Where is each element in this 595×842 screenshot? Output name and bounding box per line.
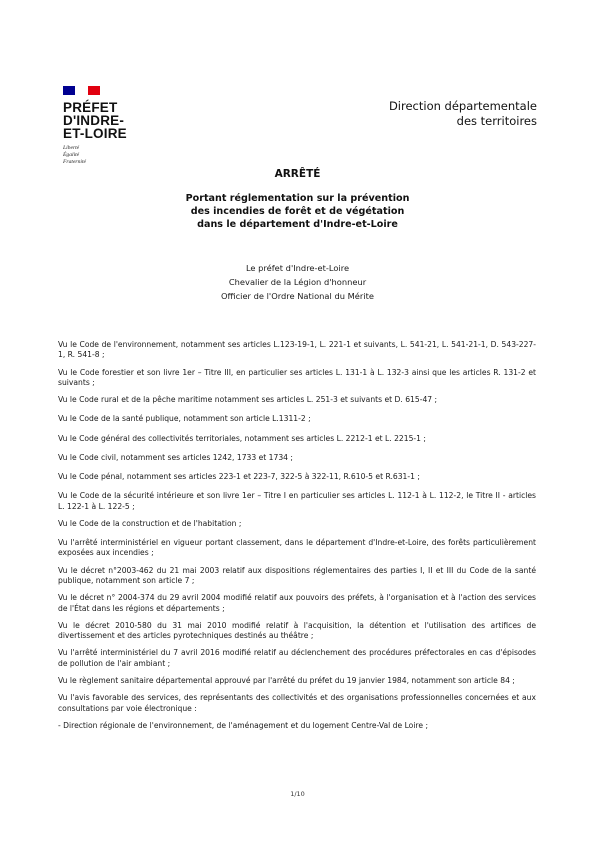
visa-paragraph bbox=[58, 721, 536, 731]
document-title: ARRÊTÉ bbox=[274, 168, 321, 180]
visa-paragraph bbox=[58, 453, 536, 463]
visa-text: Vu le Code de la construction et de l'habitation ; bbox=[58, 518, 242, 528]
subtitle-line: Portant réglementation sur la prévention bbox=[185, 193, 410, 204]
visa-paragraph: Vu le règlement sanitaire départemental approuvé par l'arrêté du préfet du 19 janvier 1984, notamment son article 84 ; bbox=[58, 676, 515, 686]
document-subtitle bbox=[0, 192, 595, 231]
visa-paragraph: Vu le décret n° 2004-374 du 29 avril 2004 modifié relatif aux pouvoirs des préfets, à l'organisation et à l'action des services de l'État dans les régions et départements ; bbox=[58, 593, 536, 613]
motto-line: Liberté bbox=[63, 145, 80, 151]
prefect-line: Le préfet d'Indre-et-Loire bbox=[245, 263, 350, 273]
prefecture-logo bbox=[63, 86, 153, 166]
republic-motto bbox=[63, 145, 153, 166]
visa-paragraph: Vu le décret 2010-580 du 31 mai 2010 modifié relatif à l'acquisition, la détention et l'utilisation des artifices de divertissement et des articles pyrotechniques destinés au théâtre ; bbox=[58, 620, 536, 641]
visa-paragraph bbox=[58, 434, 536, 444]
prefect-credentials bbox=[0, 261, 595, 303]
page-number: 1/10 bbox=[290, 790, 305, 798]
visa-paragraph: Vu l'avis favorable des services, des représentants des collectivités et des organisations professionnelles concernées et aux consultations par voie électronique : bbox=[58, 693, 536, 713]
direction-line: des territoires bbox=[456, 114, 537, 128]
subtitle-line: dans le département d'Indre-et-Loire bbox=[197, 219, 398, 230]
visa-paragraph bbox=[58, 519, 536, 529]
motto-line: Fraternité bbox=[63, 159, 86, 165]
visa-text: Vu le Code civil, notamment ses articles 1242, 1733 et 1734 ; bbox=[58, 452, 293, 462]
issuing-direction bbox=[389, 99, 537, 129]
prefect-line: Chevalier de la Légion d'honneur bbox=[228, 277, 367, 287]
marianne-flag-icon bbox=[63, 86, 100, 95]
logo-line: D'INDRE- bbox=[63, 113, 125, 128]
visa-paragraph: Vu le Code forestier et son livre 1er – Titre III, en particulier ses articles L. 131-1 à L. 132-3 ainsi que les articles R. 131-2 et suivants ; bbox=[58, 367, 536, 388]
visa-paragraph bbox=[58, 472, 536, 482]
visa-paragraph: Vu l'arrêté interministériel en vigueur portant classement, dans le département d'Indre-et-Loire, des forêts particulièrement exposées aux incendies ; bbox=[58, 538, 536, 558]
prefect-line: Officier de l'Ordre National du Mérite bbox=[221, 291, 374, 301]
visa-paragraph bbox=[58, 395, 536, 405]
visa-text: Vu le Code pénal, notamment ses articles 223-1 et 223-7, 322-5 à 322-11, R.610-5 et R.631-1 ; bbox=[58, 472, 420, 482]
visa-text: - Direction régionale de l'environnement, de l'aménagement et du logement Centre-Val de Loire ; bbox=[58, 720, 429, 730]
visa-paragraph: Vu le décret n°2003-462 du 21 mai 2003 relatif aux dispositions réglementaires des parties I, II et III du Code de la santé publique, notamment son article 7 ; bbox=[58, 565, 536, 586]
visa-text: Vu le Code de la santé publique, notamment son article L.1311-2 ; bbox=[58, 414, 311, 424]
subtitle-line: des incendies de forêt et de végétation bbox=[190, 206, 405, 217]
logo-line: ET-LOIRE bbox=[63, 126, 127, 141]
visa-paragraph: Vu le Code de la sécurité intérieure et son livre 1er – Titre I en particulier ses articles L. 112-1 à L. 112-2, le Titre II - articles L. 122-1 à L. 122-5 ; bbox=[58, 491, 536, 511]
visa-paragraph: Vu le Code de l'environnement, notamment ses articles L.123-19-1, L. 221-1 et suivants, L. 541-21, L. 541-21-1, D. 543-227-1, R. 541-8 ; bbox=[58, 340, 536, 360]
visa-text: Vu le Code général des collectivités territoriales, notamment ses articles L. 2212-1 et L. 2215-1 ; bbox=[58, 433, 426, 443]
motto-line: Égalité bbox=[63, 152, 80, 158]
logo-line: PRÉFET bbox=[63, 100, 118, 115]
visa-paragraph bbox=[58, 414, 536, 424]
direction-line: Direction départementale bbox=[388, 99, 537, 113]
visa-list bbox=[58, 340, 536, 740]
visa-paragraph: Vu l'arrêté interministériel du 7 avril 2016 modifié relatif au déclenchement des procédures préfectorales en cas d'épisodes de pollution de l'air ambiant ; bbox=[58, 648, 536, 668]
visa-text: Vu le Code rural et de la pêche maritime notamment ses articles L. 251-3 et suivants et D. 615-47 ; bbox=[58, 395, 438, 405]
